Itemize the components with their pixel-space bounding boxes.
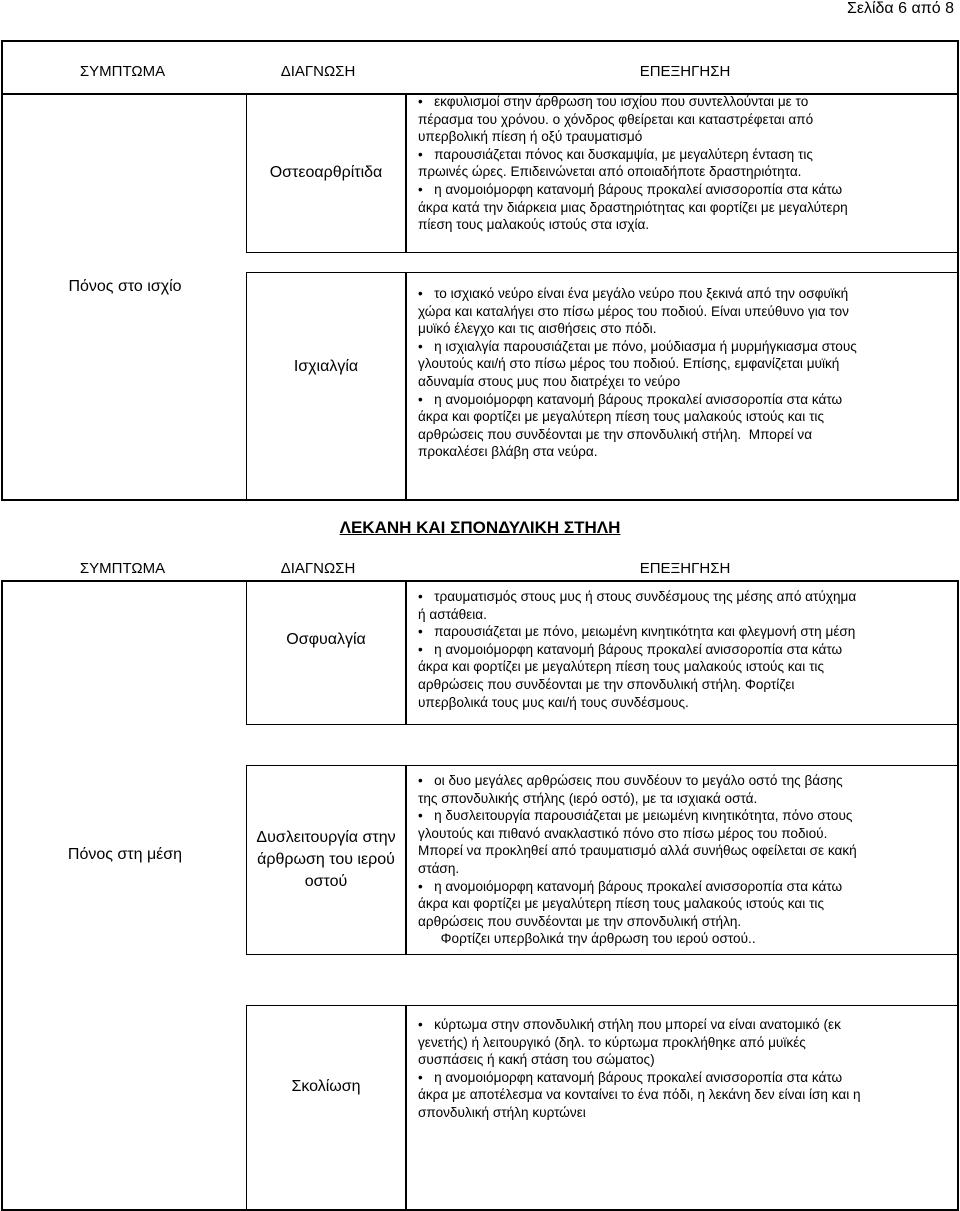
explanation-line: αδυναμία στους μυς που διατρέχει το νεύρο (418, 373, 681, 389)
section-title: ΛΕΚΑΝΗ ΚΑΙ ΣΠΟΝΔΥΛΙΚΗ ΣΤΗΛΗ (339, 518, 621, 537)
explanation-line: υπερβολικά τους μυς και/ή τους συνδέσμους. (418, 694, 689, 710)
explanation-scoliosis (418, 1016, 958, 1122)
explanation-line: άκρα κατά την διάρκεια μιας δραστηριότητας και φορτίζει με μεγαλύτερη (418, 199, 848, 215)
explanation-line: • η ανομοιόμορφη κατανομή βάρους προκαλεί ανισσοροπία στα κάτω (418, 181, 843, 197)
explanation-line: πέρασμα του χρόνου. ο χόνδρος φθείρεται και καταστρέφεται από (418, 111, 814, 127)
explanation-line: • η ανομοιόμορφη κατανομή βάρους προκαλεί ανισσοροπία στα κάτω (418, 641, 843, 657)
explanation-line: ή αστάθεια. (418, 606, 487, 622)
explanation-line: • κύρτωμα στην σπονδυλική στήλη που μπορεί να είναι ανατομικό (εκ (418, 1017, 841, 1032)
explanation-line: • παρουσιάζεται πόνος και δυσκαμψία, με μεγαλύτερη ένταση τις (418, 146, 813, 162)
explanation-line: Φορτίζει υπερβολικά την άρθρωση του ιερού οστού.. (418, 931, 756, 947)
explanation-line: • τραυματισμός στους μυς ή στους συνδέσμους της μέσης από ατύχημα (418, 589, 857, 604)
diagnosis-sacroiliac: Δυσλειτουργία στην άρθρωση του ιερού οστού (256, 829, 396, 890)
explanation-line: άκρα και φορτίζει με μεγαλύτερη πίεση τους μαλακούς ιστούς και τις (418, 896, 825, 912)
explanation-line: προκαλέσει βλάβη στα νεύρα. (418, 444, 598, 460)
explanation-osteoarthritis (418, 93, 958, 234)
page-number: Σελίδα 6 από 8 (846, 0, 954, 17)
explanation-line: Μπορεί να προκληθεί από τραυματισμό αλλά συνήθως οφείλεται σε κακή (418, 843, 857, 859)
explanation-low-back-pain (418, 588, 958, 711)
explanation-line: γλουτούς και πιθανό ανακλαστικό πόνο στο πίσω μέρος του ποδιού. (418, 825, 828, 841)
diagnosis-low-back-pain: Οσφυαλγία (286, 631, 366, 648)
explanation-line: • παρουσιάζεται με πόνο, μειωμένη κινητικότητα και φλεγμονή στη μέση (418, 624, 856, 640)
symptom-hip-pain: Πόνος στο ισχίο (68, 278, 182, 295)
header-symptom: ΣΥΜΠΤΩΜΑ (79, 63, 166, 80)
explanation-sacroiliac (418, 772, 958, 948)
explanation-sciatica (418, 285, 958, 461)
explanation-line: πρωινές ώρες. Επιδεινώνεται από οποιαδήποτε δραστηριότητα. (418, 164, 802, 180)
explanation-line: της σπονδυλικής στήλης (ιερό οστό), με τα ισχιακά οστά. (418, 790, 758, 806)
explanation-line: • η ανομοιόμορφη κατανομή βάρους προκαλεί ανισσοροπία στα κάτω (418, 391, 843, 407)
explanation-line: άκρα με αποτέλεσμα να κονταίνει το ένα πόδι, η λεκάνη δεν είναι ίση και η (418, 1087, 861, 1103)
diagnosis-scoliosis: Σκολίωση (291, 1078, 361, 1095)
explanation-line: • η ανομοιόμορφη κατανομή βάρους προκαλεί ανισσοροπία στα κάτω (418, 878, 843, 894)
explanation-line: συσπάσεις ή κακή στάση του σώματος) (418, 1052, 655, 1068)
symptom-back-pain: Πόνος στη μέση (67, 846, 183, 863)
explanation-line: στάση. (418, 860, 460, 876)
explanation-line: αρθρώσεις που συνδέονται με την σπονδυλική στήλη. Μπορεί να (418, 426, 813, 442)
explanation-line: άκρα και φορτίζει με μεγαλύτερη πίεση τους μαλακούς ιστούς και τις (418, 409, 825, 425)
explanation-line: αρθρώσεις που συνδέονται με την σπονδυλική στήλη. (418, 913, 742, 929)
header-diagnosis: ΔΙΑΓΝΩΣΗ (280, 63, 356, 80)
explanation-line: άκρα και φορτίζει με μεγαλύτερη πίεση τους μαλακούς ιστούς και τις (418, 659, 825, 675)
explanation-line: σπονδυλική στήλη κυρτώνει (418, 1104, 586, 1120)
explanation-line: • εκφυλισμοί στην άρθρωση του ισχίου που συντελλούνται με το (418, 94, 809, 109)
explanation-line: • το ισχιακό νεύρο είναι ένα μεγάλο νεύρο που ξεκινά από την οσφυϊκή (418, 286, 849, 301)
explanation-line: υπερβολική πίεση ή οξύ τραυματισμό (418, 129, 643, 145)
explanation-line: γενετής) ή λειτουργικό (δηλ. το κύρτωμα προκλήθηκε από μυϊκές (418, 1034, 806, 1050)
explanation-line: πίεση τους μαλακούς ιστούς στα ισχία. (418, 217, 650, 233)
explanation-line: • η ισχιαλγία παρουσιάζεται με πόνο, μούδιασμα ή μυρμήγκιασμα στους (418, 338, 857, 354)
diagnosis-osteoarthritis: Οστεοαρθρίτιδα (269, 164, 383, 181)
explanation-line: • η δυσλειτουργία παρουσιάζεται με μειωμένη κινητικότητα, πόνο στους (418, 808, 853, 824)
explanation-line: • η ανομοιόμορφη κατανομή βάρους προκαλεί ανισσοροπία στα κάτω (418, 1069, 843, 1085)
header-diagnosis: ΔΙΑΓΝΩΣΗ (280, 560, 356, 577)
explanation-line: μυϊκό έλεγχο και τις αισθήσεις στο πόδι. (418, 321, 657, 337)
explanation-line: αρθρώσεις που συνδέονται με την σπονδυλική στήλη. Φορτίζει (418, 676, 795, 692)
explanation-line: χώρα και καταλήγει στο πίσω μέρος του ποδιού. Είναι υπεύθυνο για τον (418, 303, 849, 319)
diagnosis-sciatica: Ισχιαλγία (293, 358, 359, 375)
header-symptom: ΣΥΜΠΤΩΜΑ (79, 560, 166, 577)
header-explanation: ΕΠΕΞΗΓΗΣΗ (639, 560, 731, 577)
diagnosis-cell (246, 1005, 406, 1211)
explanation-line: • οι δυο μεγάλες αρθρώσεις που συνδέουν το μεγάλο οστό της βάσης (418, 773, 843, 788)
explanation-line: γλουτούς και/ή στο πίσω μέρος του ποδιού. Επίσης, εμφανίζεται μυϊκή (418, 356, 840, 372)
header-explanation: ΕΠΕΞΗΓΗΣΗ (639, 63, 731, 80)
